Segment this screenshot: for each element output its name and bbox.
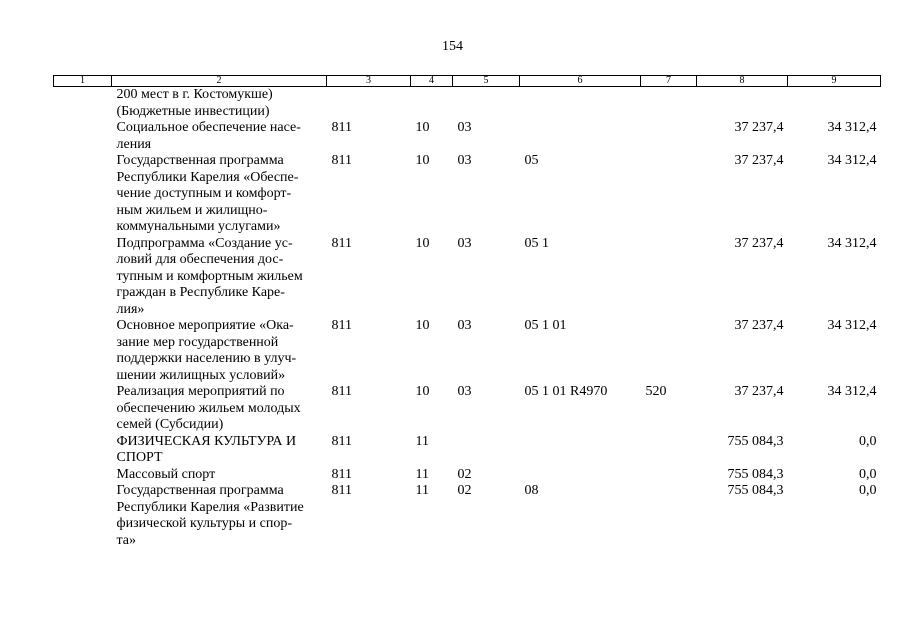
cell-col-1 xyxy=(54,467,112,484)
table-row xyxy=(54,87,881,121)
cell-amount-1: 37 237,4 xyxy=(734,153,784,168)
cell-target-article xyxy=(520,467,641,484)
cell-section: 11 xyxy=(415,466,429,482)
cell-expense-type xyxy=(641,236,697,319)
cell-admin-code: 811 xyxy=(331,466,352,482)
name-line: ФИЗИЧЕСКАЯ КУЛЬТУРА И xyxy=(116,433,297,449)
cell-expense-type xyxy=(641,434,697,467)
cell-col-1 xyxy=(54,153,112,236)
column-header-2: 2 xyxy=(112,76,327,87)
column-header-9: 9 xyxy=(788,76,881,87)
name-line: тупным и комфортным жильем xyxy=(116,268,303,284)
table-row xyxy=(54,318,881,384)
column-header-5: 5 xyxy=(453,76,520,87)
column-header-1: 1 xyxy=(54,76,112,87)
cell-name xyxy=(112,434,327,467)
cell-col-1 xyxy=(54,318,112,384)
name-line: Республики Карелия «Развитие xyxy=(116,499,304,515)
cell-target-article: 08 xyxy=(524,483,539,498)
name-line: зание мер государственной xyxy=(116,334,279,350)
name-line: Реализация мероприятий по xyxy=(116,384,285,399)
name-line: Подпрограмма «Создание ус- xyxy=(116,235,293,251)
column-header-6: 6 xyxy=(520,76,641,87)
cell-col-1 xyxy=(54,434,112,467)
name-line: Республики Карелия «Обеспе- xyxy=(116,169,299,185)
cell-amount-2: 34 312,4 xyxy=(827,235,877,251)
cell-expense-type xyxy=(641,120,697,153)
name-line: та» xyxy=(116,532,137,548)
table-body xyxy=(54,87,881,550)
name-line: Массовый спорт xyxy=(116,466,216,482)
cell-subsection: 03 xyxy=(457,384,472,399)
cell-section: 10 xyxy=(415,120,430,135)
cell-amount-2 xyxy=(788,87,881,121)
cell-expense-type: 520 xyxy=(645,384,667,399)
cell-name xyxy=(112,153,327,236)
cell-admin-code: 811 xyxy=(331,384,352,399)
name-line: лия» xyxy=(116,301,145,317)
cell-name xyxy=(112,318,327,384)
cell-section: 10 xyxy=(415,384,430,399)
cell-name xyxy=(112,236,327,319)
cell-subsection: 03 xyxy=(457,235,472,251)
budget-table xyxy=(53,75,881,549)
cell-col-1 xyxy=(54,87,112,121)
name-line: 200 мест в г. Костомукше) xyxy=(116,87,273,102)
name-line: физической культуры и спор- xyxy=(116,516,293,531)
cell-admin-code: 811 xyxy=(331,483,352,498)
cell-section xyxy=(411,87,453,121)
cell-subsection: 03 xyxy=(457,318,472,333)
name-line: обеспечению жильем молодых xyxy=(116,400,301,416)
cell-amount-2: 34 312,4 xyxy=(827,318,877,333)
cell-expense-type xyxy=(641,318,697,384)
cell-target-article: 05 1 01 xyxy=(524,318,567,333)
cell-amount-2: 0,0 xyxy=(859,466,877,482)
cell-expense-type xyxy=(641,153,697,236)
cell-col-1 xyxy=(54,236,112,319)
cell-section: 11 xyxy=(415,433,429,449)
cell-subsection: 03 xyxy=(457,120,472,135)
cell-admin-code: 811 xyxy=(331,433,352,449)
table-row xyxy=(54,483,881,549)
cell-amount-1: 37 237,4 xyxy=(734,318,784,333)
cell-target-article: 05 xyxy=(524,153,539,168)
table-row xyxy=(54,153,881,236)
page-number: 154 xyxy=(442,39,463,54)
cell-admin-code: 811 xyxy=(331,318,352,333)
cell-amount-2: 34 312,4 xyxy=(827,120,877,135)
cell-amount-1: 755 084,3 xyxy=(727,483,784,498)
name-line: Социальное обеспечение насе- xyxy=(116,120,301,135)
cell-subsection: 03 xyxy=(457,153,472,168)
cell-expense-type xyxy=(641,467,697,484)
name-line: чение доступным и комфорт- xyxy=(116,186,292,201)
cell-expense-type xyxy=(641,483,697,549)
name-line: семей (Субсидии) xyxy=(116,417,224,432)
cell-amount-1: 755 084,3 xyxy=(727,433,784,449)
cell-target-article xyxy=(520,434,641,467)
cell-target-article xyxy=(520,87,641,121)
column-header-3: 3 xyxy=(327,76,411,87)
cell-target-article xyxy=(520,120,641,153)
cell-amount-1: 37 237,4 xyxy=(734,120,784,135)
column-header-8: 8 xyxy=(697,76,788,87)
name-line: коммунальными услугами» xyxy=(116,219,281,234)
cell-col-1 xyxy=(54,483,112,549)
name-line: поддержки населению в улуч- xyxy=(116,351,297,366)
name-line: ловий для обеспечения дос- xyxy=(116,252,284,267)
cell-admin-code: 811 xyxy=(331,235,352,251)
name-line: ления xyxy=(116,136,152,152)
cell-name xyxy=(112,120,327,153)
column-header-7: 7 xyxy=(641,76,697,87)
cell-amount-2: 34 312,4 xyxy=(827,153,877,168)
name-line: шении жилищных условий» xyxy=(116,367,286,383)
cell-amount-2: 34 312,4 xyxy=(827,384,877,399)
table-row xyxy=(54,467,881,484)
name-line: Государственная программа xyxy=(116,483,284,498)
table-row xyxy=(54,384,881,434)
cell-amount-1: 755 084,3 xyxy=(727,466,784,482)
cell-name xyxy=(112,384,327,434)
cell-admin-code: 811 xyxy=(331,120,352,135)
name-line: (Бюджетные инвестиции) xyxy=(116,103,270,119)
name-line: СПОРТ xyxy=(116,450,163,465)
table-row xyxy=(54,434,881,467)
cell-name xyxy=(112,467,327,484)
cell-amount-1: 37 237,4 xyxy=(734,235,784,251)
cell-admin-code: 811 xyxy=(331,153,352,168)
cell-subsection xyxy=(453,87,520,121)
cell-name xyxy=(112,483,327,549)
column-number-header-row xyxy=(54,76,881,87)
cell-name xyxy=(112,87,327,121)
column-header-4: 4 xyxy=(411,76,453,87)
cell-section: 11 xyxy=(415,483,429,498)
cell-amount-1: 37 237,4 xyxy=(734,384,784,399)
cell-admin-code xyxy=(327,87,411,121)
name-line: граждан в Республике Каре- xyxy=(116,285,285,300)
cell-amount-2: 0,0 xyxy=(859,483,877,498)
cell-expense-type xyxy=(641,87,697,121)
name-line: Основное мероприятие «Ока- xyxy=(116,318,294,333)
cell-subsection xyxy=(453,434,520,467)
cell-section: 10 xyxy=(415,153,430,168)
cell-amount-1 xyxy=(697,87,788,121)
table-row xyxy=(54,236,881,319)
cell-col-1 xyxy=(54,384,112,434)
cell-target-article: 05 1 xyxy=(524,235,549,251)
table-row xyxy=(54,120,881,153)
cell-target-article: 05 1 01 R4970 xyxy=(524,384,608,399)
cell-subsection: 02 xyxy=(457,483,472,498)
cell-section: 10 xyxy=(415,235,430,251)
cell-amount-2: 0,0 xyxy=(859,433,877,449)
name-line: Государственная программа xyxy=(116,153,284,168)
cell-section: 10 xyxy=(415,318,430,333)
cell-col-1 xyxy=(54,120,112,153)
name-line: ным жильем и жилищно- xyxy=(116,202,268,218)
cell-subsection: 02 xyxy=(457,466,472,482)
